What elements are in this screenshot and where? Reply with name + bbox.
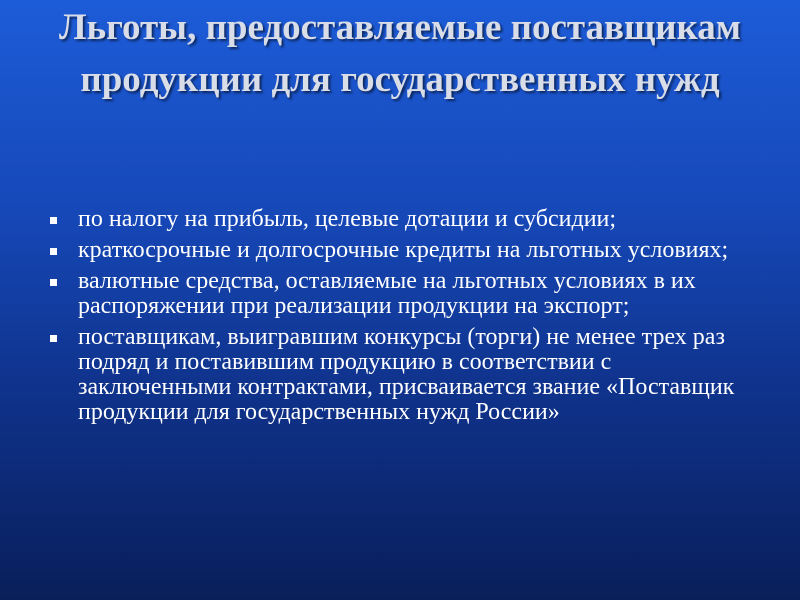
bullet-item — [44, 207, 764, 232]
bullet-text: валютные средства, оставляемые на льготных условиях в их распоряжении при реализации продукции на экспорт; — [78, 268, 696, 319]
bullet-list — [44, 207, 764, 431]
square-bullet-icon — [50, 217, 57, 224]
slide-title: Льготы, предоставляемые поставщикам продукции для государственных нужд — [58, 7, 741, 100]
bullet-item — [44, 325, 764, 425]
square-bullet-icon — [50, 335, 57, 342]
bullet-text: краткосрочные и долгосрочные кредиты на льготных условиях; — [78, 237, 729, 263]
bullet-item — [44, 269, 764, 319]
bullet-item — [44, 238, 764, 263]
square-bullet-icon — [50, 248, 57, 255]
bullet-text: поставщикам, выигравшим конкурсы (торги) не менее трех раз подряд и поставившим продукцию в соответствии с заключенными контрактами, присваивается звание «Поставщик продукции для государственных нужд России» — [78, 324, 735, 425]
bullet-text: по налогу на прибыль, целевые дотации и субсидии; — [78, 206, 617, 232]
square-bullet-icon — [50, 279, 57, 286]
